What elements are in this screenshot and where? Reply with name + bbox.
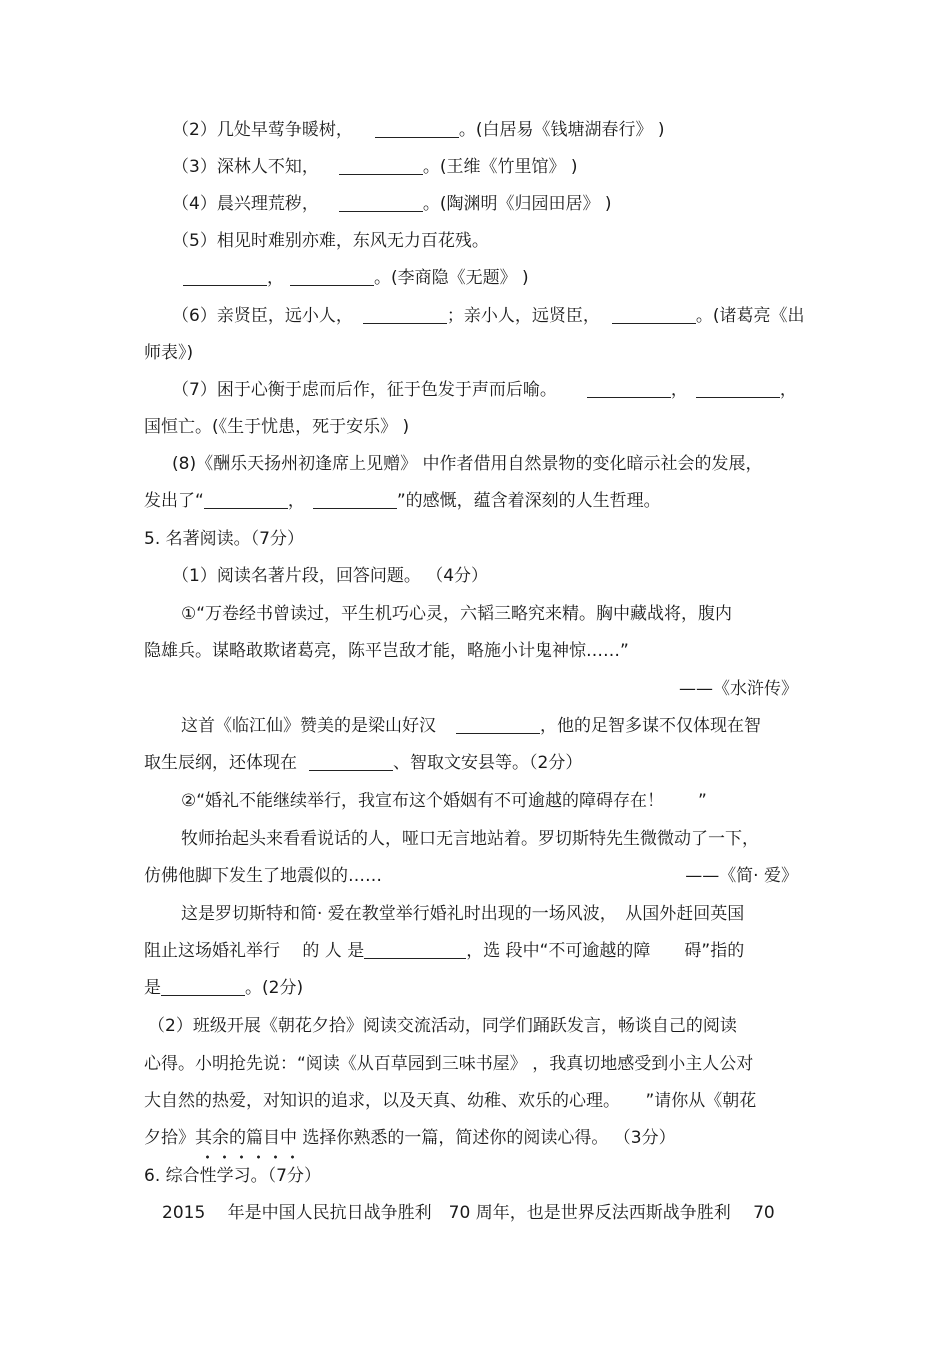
emphasis-dotted-text xyxy=(195,1126,297,1150)
item-text: 是 xyxy=(144,978,161,998)
answer-blank[interactable] xyxy=(696,379,780,398)
answer-blank[interactable] xyxy=(612,305,696,324)
q4-item-5-line1: （5）相见时难别亦难，东风无力百花残。 xyxy=(172,231,489,251)
q5-title: 5. 名著阅读。（7分） xyxy=(144,529,304,549)
item-source: 。(白居易《钱塘湖春行》 ) xyxy=(458,120,665,140)
answer-blank[interactable] xyxy=(456,715,540,734)
q4-item-7-line1 xyxy=(172,378,797,402)
emphasis-dots xyxy=(195,1155,297,1159)
answer-blank[interactable] xyxy=(290,267,374,286)
item-text: 取生辰纲，还体现在 xyxy=(144,753,297,773)
answer-blank[interactable] xyxy=(313,490,397,509)
item-source: 。(李商隐《无题》 ) xyxy=(374,268,529,288)
q4-item-7-line2: 国恒亡。(《生于忧患，死于安乐》 ) xyxy=(144,417,410,437)
item-text: 阻止这场婚礼举行 的 人 是 xyxy=(144,941,365,961)
q6-title: 6. 综合性学习。（7分） xyxy=(144,1166,321,1186)
separator: ， xyxy=(779,380,797,400)
item-text: （4）晨兴理荒秽， xyxy=(172,194,319,214)
q4-item-4 xyxy=(172,192,612,216)
q5-quote1-line1: ①“万卷经书曾读过，平生机巧心灵，六韬三略究来精。胸中藏战将，腹内 xyxy=(181,604,733,624)
answer-blank[interactable] xyxy=(183,267,267,286)
emphasis-text: 其余的篇目中 xyxy=(195,1128,297,1148)
q5-source1: ——《水浒传》 xyxy=(679,679,798,699)
item-text: ，选 段中“不可逾越的障 碍”指的 xyxy=(466,941,745,961)
q5-sub2-line2: 心得。小明抢先说：“阅读《从百草园到三味书屋》 ，我真切地感受到小主人公对 xyxy=(144,1054,754,1074)
item-text: （2）几处早莺争暖树， xyxy=(172,120,353,140)
q5-ask2-line2 xyxy=(144,939,744,963)
q5-quote2-line1: ②“婚礼不能继续举行，我宣布这个婚姻有不可逾越的障碍存在！ ” xyxy=(181,791,707,811)
q5-ask2-line1: 这是罗切斯特和简· 爱在教堂举行婚礼时出现的一场风波， 从国外赶回英国 xyxy=(181,904,745,924)
answer-blank[interactable] xyxy=(587,379,671,398)
item-text: ；亲小人，远贤臣， xyxy=(446,306,600,326)
q5-source2: ——《简· 爱》 xyxy=(685,866,798,886)
q4-item-6-line2: 师表》) xyxy=(144,343,194,363)
q6-line1: 2015 年是中国人民抗日战争胜利 70 周年，也是世界反法西斯战争胜利 70 xyxy=(162,1203,775,1223)
item-text: ，他的足智多谋不仅体现在智 xyxy=(540,716,761,736)
answer-blank[interactable] xyxy=(339,193,423,212)
item-text: （3）深林人不知， xyxy=(172,157,319,177)
q5-ask1-line2 xyxy=(144,751,582,775)
item-text: 这首《临江仙》赞美的是梁山好汉 xyxy=(181,716,436,736)
answer-blank[interactable] xyxy=(339,156,423,175)
q4-item-3 xyxy=(172,155,578,179)
item-text: 选择你熟悉的一篇，简述你的阅读心得。 （3分） xyxy=(297,1128,676,1148)
q5-sub2-line3: 大自然的热爱，对知识的追求，以及天真、幼稚、欢乐的心理。 ”请你从《朝花 xyxy=(144,1091,757,1111)
item-text: （7）困于心衡于虑而后作，征于色发于声而后喻。 xyxy=(172,380,557,400)
separator: ， xyxy=(267,268,284,288)
item-text: 发出了“ xyxy=(144,491,204,511)
q5-quote2-line2: 牧师抬起头来看看说话的人，哑口无言地站着。罗切斯特先生微微动了一下， xyxy=(181,829,759,849)
q5-quote1-line2: 隐雄兵。谋略敢欺诸葛亮，陈平岂敌才能，略施小计鬼神惊……” xyxy=(144,641,629,661)
answer-blank[interactable] xyxy=(363,305,447,324)
q4-item-6-line1 xyxy=(172,304,804,328)
item-text: （6）亲贤臣，远小人， xyxy=(172,306,353,326)
answer-blank[interactable] xyxy=(161,977,245,996)
q5-ask1-line1 xyxy=(181,714,761,738)
q5-sub2-line4 xyxy=(144,1126,676,1150)
item-source: 。(陶渊明《归园田居》 ) xyxy=(422,194,612,214)
q5-sub2-line1: （2）班级开展《朝花夕拾》阅读交流活动，同学们踊跃发言，畅谈自己的阅读 xyxy=(148,1016,737,1036)
q5-sub1: （1）阅读名著片段，回答问题。 （4分） xyxy=(172,566,489,586)
item-text: 夕拾》 xyxy=(144,1128,195,1148)
answer-blank[interactable] xyxy=(204,490,288,509)
q4-item-8-line2 xyxy=(144,489,661,513)
q4-item-8-line1: (8)《酬乐天扬州初逢席上见赠》 中作者借用自然景物的变化暗示社会的发展， xyxy=(172,454,763,474)
item-source: 。(诸葛亮《出 xyxy=(695,306,805,326)
item-text: 、智取文安县等。（2分） xyxy=(393,753,583,773)
separator: ， xyxy=(670,380,688,400)
q4-item-2 xyxy=(172,118,665,142)
answer-blank[interactable] xyxy=(309,752,393,771)
q5-quote2-line3: 仿佛他脚下发生了地震似的…… xyxy=(144,866,382,886)
q5-ask2-line3 xyxy=(144,976,303,1000)
item-source: 。(王维《竹里馆》 ) xyxy=(422,157,578,177)
separator: ， xyxy=(287,491,305,511)
answer-blank[interactable] xyxy=(364,940,466,959)
q4-item-5-line2 xyxy=(183,266,529,290)
answer-blank[interactable] xyxy=(375,119,459,138)
item-text: 。(2分) xyxy=(245,978,304,998)
item-text: ”的感慨，蕴含着深刻的人生哲理。 xyxy=(396,491,661,511)
